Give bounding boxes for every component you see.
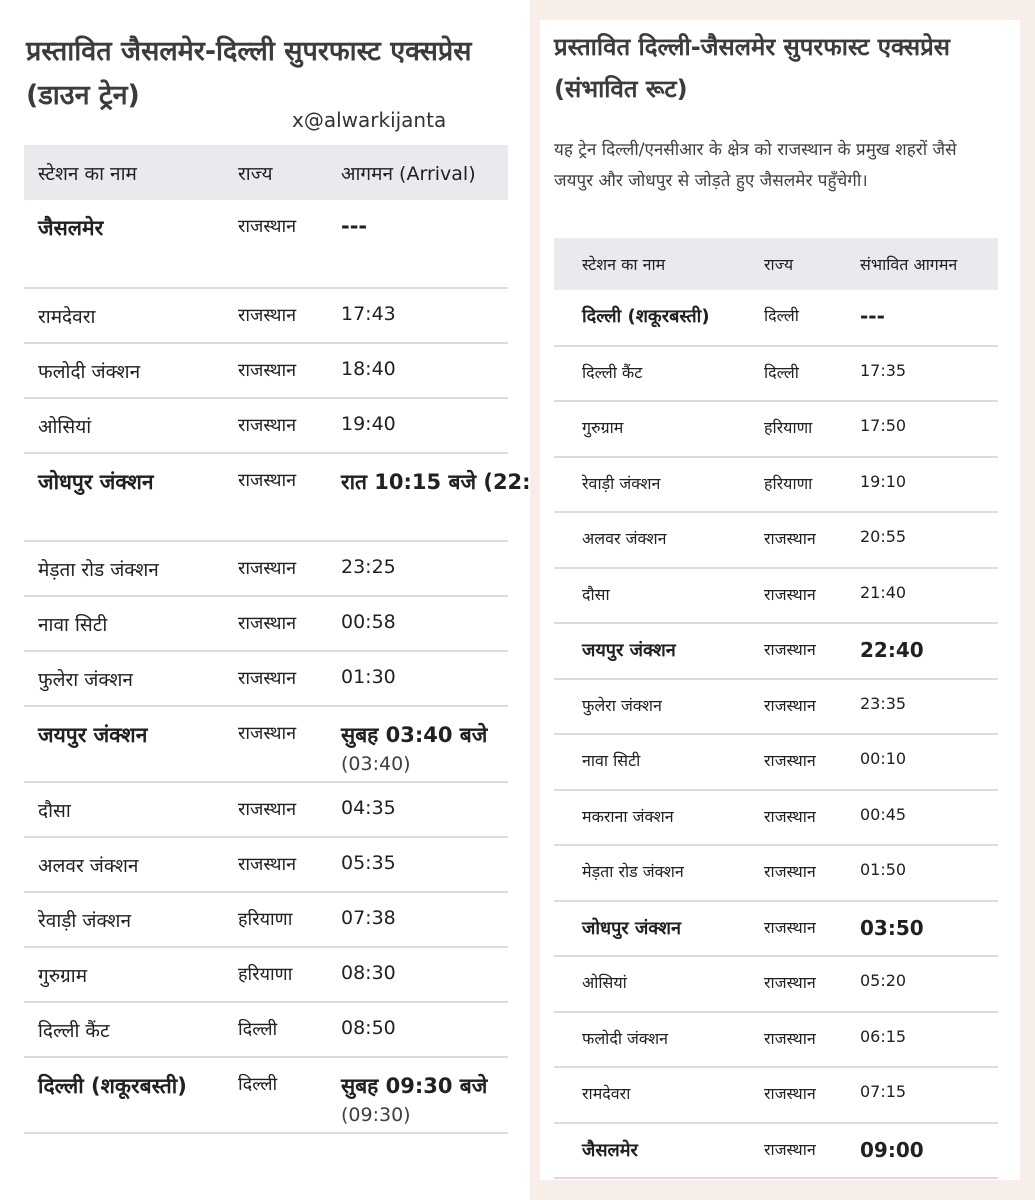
state-name: राजस्थान [752,1067,846,1123]
station-name: जोधपुर जंक्शन [24,453,238,541]
social-handle: x@alwarkijanta [292,108,447,132]
arrival-main: --- [341,214,368,238]
state-name: राजस्थान [752,790,846,846]
state-name: राजस्थान [752,512,846,568]
table-row [24,398,508,453]
state-name: राजस्थान [238,453,341,541]
arrival-main: रात 10:15 बजे (22: [341,470,531,494]
table-row [554,1123,998,1179]
header-state: राज्य [238,145,341,200]
table-row [554,290,998,346]
arrival-time [341,596,508,651]
state-name: राजस्थान [752,956,846,1012]
table-row [554,1012,998,1068]
arrival-main: सुबह 03:40 बजे [341,723,488,747]
station-name: रेवाड़ी जंक्शन [554,457,752,513]
arrival-main: 17:43 [341,303,396,325]
header-station: स्टेशन का नाम [24,145,238,200]
station-name: रामदेवरा [554,1067,752,1123]
arrival-time [341,288,508,343]
state-name: राजस्थान [238,398,341,453]
arrival-time [341,541,508,596]
state-name: राजस्थान [238,706,341,782]
station-name: दिल्ली कैंट [24,1002,238,1057]
table-header-row [24,145,508,200]
state-name: राजस्थान [238,596,341,651]
up-train-timetable [554,238,998,1179]
table-row [24,541,508,596]
state-name: राजस्थान [752,734,846,790]
arrival-main: 23:25 [341,556,396,578]
table-row [24,706,508,782]
arrival-time: 05:20 [846,956,998,1012]
table-row [554,679,998,735]
header-state: राज्य [752,238,846,290]
station-name: फुलेरा जंक्शन [554,679,752,735]
station-name: जोधपुर जंक्शन [554,901,752,957]
station-name: मेड़ता रोड जंक्शन [554,845,752,901]
state-name: राजस्थान [238,288,341,343]
state-name: राजस्थान [752,901,846,957]
arrival-24h: (09:30) [341,1104,411,1126]
station-name: ओसियां [24,398,238,453]
arrival-24h: (03:40) [341,753,411,775]
station-name: जयपुर जंक्शन [554,623,752,679]
station-name: मकराना जंक्शन [554,790,752,846]
station-name: रामदेवरा [24,288,238,343]
table-row [554,901,998,957]
arrival-time: 19:10 [846,457,998,513]
state-name: दिल्ली [752,290,846,346]
table-row [24,1057,508,1133]
table-row [24,343,508,398]
state-name: राजस्थान [238,651,341,706]
arrival-main: 07:38 [341,907,396,929]
up-train-title: प्रस्तावित दिल्ली-जैसलमेर सुपरफास्ट एक्सप्रेस (संभावित रूट) [554,33,951,103]
arrival-main: 08:30 [341,962,396,984]
arrival-time [341,1057,508,1133]
state-name: राजस्थान [752,679,846,735]
station-name: दौसा [554,568,752,624]
route-description: यह ट्रेन दिल्ली/एनसीआर के क्षेत्र को राजस्थान के प्रमुख शहरों जैसे जयपुर और जोधपुर से जोड़ते हुए जैसलमेर पहुँचेगी। [554,140,957,191]
arrival-time [341,837,508,892]
table-row [554,568,998,624]
table-row [24,200,508,288]
table-row [24,453,508,541]
table-row [554,457,998,513]
arrival-main: 18:40 [341,358,396,380]
table-header-row [554,238,998,290]
station-name: गुरुग्राम [24,947,238,1002]
table-row [554,845,998,901]
arrival-time: 07:15 [846,1067,998,1123]
arrival-main: 19:40 [341,413,396,435]
table-row [554,623,998,679]
station-name: रेवाड़ी जंक्शन [24,892,238,947]
table-row [24,782,508,837]
station-name: दिल्ली कैंट [554,346,752,402]
table-row [554,790,998,846]
arrival-time [341,947,508,1002]
station-name: गुरुग्राम [554,401,752,457]
station-name: जयपुर जंक्शन [24,706,238,782]
arrival-time: 09:00 [846,1123,998,1179]
arrival-time [341,343,508,398]
arrival-time: 00:45 [846,790,998,846]
arrival-time: 01:50 [846,845,998,901]
state-name: हरियाणा [752,457,846,513]
arrival-main: 04:35 [341,797,396,819]
table-row [554,512,998,568]
state-name: हरियाणा [238,947,341,1002]
station-name: दिल्ली (शकूरबस्ती) [554,290,752,346]
state-name: राजस्थान [238,343,341,398]
down-train-timetable [24,145,531,1134]
state-name: हरियाणा [238,892,341,947]
table-row [24,947,508,1002]
up-train-panel [540,20,1020,1180]
arrival-time: 17:35 [846,346,998,402]
arrival-time [341,200,508,288]
arrival-time [341,398,508,453]
table-row [24,837,508,892]
arrival-time [341,782,508,837]
down-train-title: प्रस्तावित जैसलमेर-दिल्ली सुपरफास्ट एक्सप्रेस (डाउन ट्रेन) [26,36,472,111]
station-name: जैसलमेर [24,200,238,288]
arrival-time [341,1002,508,1057]
state-name: राजस्थान [752,1012,846,1068]
state-name: राजस्थान [752,845,846,901]
arrival-time [341,453,531,541]
state-name: राजस्थान [238,837,341,892]
state-name: राजस्थान [238,782,341,837]
header-station: स्टेशन का नाम [554,238,752,290]
table-row [554,1067,998,1123]
state-name: राजस्थान [238,541,341,596]
state-name: दिल्ली [238,1002,341,1057]
arrival-time: 06:15 [846,1012,998,1068]
state-name: राजस्थान [752,623,846,679]
station-name: जैसलमेर [554,1123,752,1179]
header-arrival: आगमन (Arrival) [341,145,508,200]
station-name: अलवर जंक्शन [554,512,752,568]
state-name: राजस्थान [238,200,341,288]
arrival-main: 08:50 [341,1017,396,1039]
state-name: दिल्ली [238,1057,341,1133]
arrival-time: 22:40 [846,623,998,679]
station-name: फलोदी जंक्शन [24,343,238,398]
table-row [554,346,998,402]
station-name: ओसियां [554,956,752,1012]
table-row [24,596,508,651]
station-name: नावा सिटी [554,734,752,790]
state-name: राजस्थान [752,1123,846,1179]
arrival-time: --- [846,290,998,346]
state-name: राजस्थान [752,568,846,624]
header-arrival: संभावित आगमन [846,238,998,290]
arrival-main: 05:35 [341,852,396,874]
table-row [554,401,998,457]
table-row [24,651,508,706]
arrival-time: 03:50 [846,901,998,957]
table-row [24,892,508,947]
arrival-time: 21:40 [846,568,998,624]
arrival-time: 17:50 [846,401,998,457]
table-row [554,956,998,1012]
station-name: नावा सिटी [24,596,238,651]
arrival-time [341,892,508,947]
station-name: दौसा [24,782,238,837]
station-name: मेड़ता रोड जंक्शन [24,541,238,596]
arrival-main: सुबह 09:30 बजे [341,1074,488,1098]
arrival-time [341,706,508,782]
station-name: फुलेरा जंक्शन [24,651,238,706]
arrival-main: 00:58 [341,611,396,633]
arrival-main: 01:30 [341,666,396,688]
table-row [24,288,508,343]
state-name: हरियाणा [752,401,846,457]
arrival-time [341,651,508,706]
table-row [554,734,998,790]
station-name: फलोदी जंक्शन [554,1012,752,1068]
arrival-time: 23:35 [846,679,998,735]
station-name: अलवर जंक्शन [24,837,238,892]
arrival-time: 20:55 [846,512,998,568]
state-name: दिल्ली [752,346,846,402]
station-name: दिल्ली (शकूरबस्ती) [24,1057,238,1133]
arrival-time: 00:10 [846,734,998,790]
table-row [24,1002,508,1057]
